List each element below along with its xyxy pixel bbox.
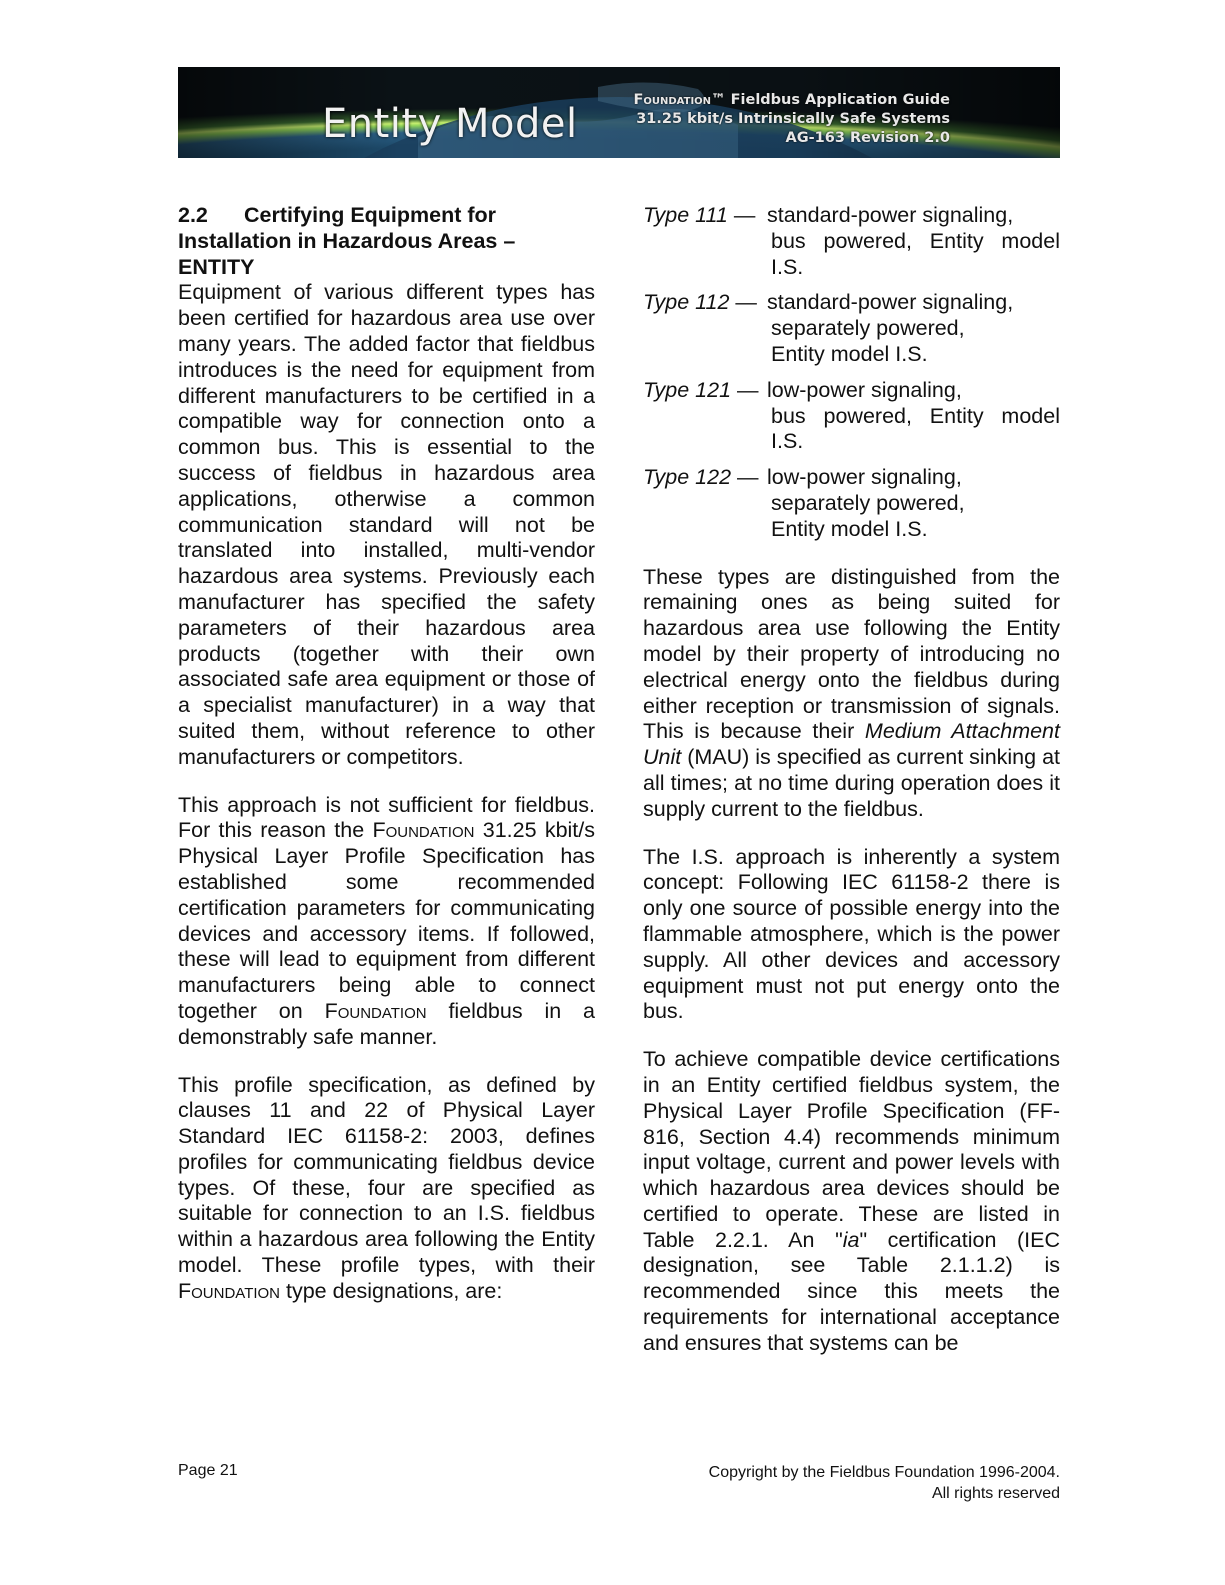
section-heading xyxy=(178,203,595,229)
paragraph-types-distinguished: These types are distinguished from the remaining ones as being suited for hazardous area use following the Entity model by their property of introducing no electrical energy onto the fieldbus during either reception or transmission of signals. This is because their Medium Attachment Unit (MAU) is specified as current sinking at all times; at no time during operation does it supply current to the fieldbus. xyxy=(643,564,1061,821)
paragraph-approach: This approach is not sufficient for fieldbus. For this reason the Foundation 31.25 kbit/s Physical Layer Profile Specification has established some recommended certification parameters for communicating devices and accessory items. If followed, these will lead to equipment from different manufacturers being able to connect together on Foundation fieldbus in a demonstrably safe manner. xyxy=(178,792,596,1049)
emphasis-ia: ia xyxy=(842,1227,860,1252)
section-title-line-3: ENTITY xyxy=(178,254,255,279)
type-label: Type 112 xyxy=(643,290,730,315)
banner-line-1 xyxy=(633,91,950,110)
section-title-line-1: Certifying Equipment for xyxy=(244,203,497,227)
type-label: Type 121 xyxy=(643,377,732,402)
type-list-item: Type 122 — low-power signaling, separately powered, Entity model I.S. xyxy=(643,465,1060,542)
type-description: low-power signaling, separately powered, Entity model I.S. xyxy=(767,465,965,541)
emphasis-mau: Medium Attachment Unit xyxy=(643,719,1060,770)
left-column xyxy=(178,203,595,1305)
paragraph-equipment-certification: Equipment of various different types has been certified for hazardous area use over many years. The added factor that fieldbus introduces is the need for equipment from different manufacturers to be certified in a compatible way for connection onto a common bus. This is essential to the success of fieldbus in hazardous area applications, otherwise a common communication standard will not be translated into installed, multi-vendor hazardous area systems. Previously each manufacturer has specified the safety parameters of their hazardous area products (together with their own associated safe area equipment or those of a specialist manufacturer) in a way that suited them, without reference to other manufacturers or competitors. xyxy=(178,280,595,769)
type-description: standard-power signaling, bus powered, Entity model I.S. xyxy=(767,203,1060,279)
banner-line-3: AG-163 Revision 2.0 xyxy=(785,130,950,146)
foundation-brand: Foundation xyxy=(178,1278,281,1303)
paragraph-compatible-certifications: To achieve compatible device certifications in an Entity certified fieldbus system, the Physical Layer Profile Specification (FF-816, Section 4.4) recommends minimum input voltage, current and power levels with which hazardous area devices should be certified to operate. These are listed in Table 2.2.1. An "ia" certification (IEC designation, see Table 2.1.1.2) is recommended since this meets the requirements for international acceptance and ensures that systems can be xyxy=(643,1047,1060,1355)
foundation-brand: Foundation xyxy=(633,92,712,108)
header-banner xyxy=(178,67,1060,158)
paragraph-is-approach: The I.S. approach is inherently a system concept: Following IEC 61158-2 there is only one source of possible energy into the flammable atmosphere, which is the power supply. All other devices and accessory equipment must not put energy onto the bus. xyxy=(643,844,1060,1024)
section-number: 2.2 xyxy=(178,203,208,227)
type-description: standard-power signaling, separately powered, Entity model I.S. xyxy=(767,290,1014,366)
banner-title: Entity Model xyxy=(322,101,578,147)
banner-line-2: 31.25 kbit/s Intrinsically Safe Systems xyxy=(636,111,950,127)
banner-subtitle xyxy=(633,91,950,148)
foundation-brand: Foundation xyxy=(324,998,427,1023)
foundation-brand: Foundation xyxy=(372,818,475,843)
copyright-notice: Copyright by the Fieldbus Foundation 1996-2004. All rights reserved xyxy=(708,1464,1060,1502)
paragraph-profile-specification: This profile specification, as defined by clauses 11 and 22 of Physical Layer Standard IEC 61158-2: 2003, defines profiles for communicating fieldbus device types. Of these, four are specified as suitable for connection to an I.S. fieldbus within a hazardous area following the Entity model. These profile types, with their Foundation type designations, are: xyxy=(178,1072,595,1303)
right-column xyxy=(643,203,1060,1357)
type-list-item: Type 112 — standard-power signaling, separately powered, Entity model I.S. xyxy=(643,290,1060,367)
page-number: Page 21 xyxy=(178,1462,238,1479)
type-label: Type 122 xyxy=(643,465,732,490)
trademark-symbol: ™ xyxy=(711,92,726,108)
section-title-line-2: Installation in Hazardous Areas – xyxy=(178,228,516,253)
banner-line-1-text: Fieldbus Application Guide xyxy=(725,92,950,108)
type-list-item: Type 111 — standard-power signaling, bus powered, Entity model I.S. xyxy=(643,203,1060,279)
type-list-item: Type 121 — low-power signaling, bus powered, Entity model I.S. xyxy=(643,377,1060,454)
type-description: low-power signaling, bus powered, Entity model I.S. xyxy=(767,377,1060,454)
type-label: Type 111 xyxy=(643,203,728,227)
